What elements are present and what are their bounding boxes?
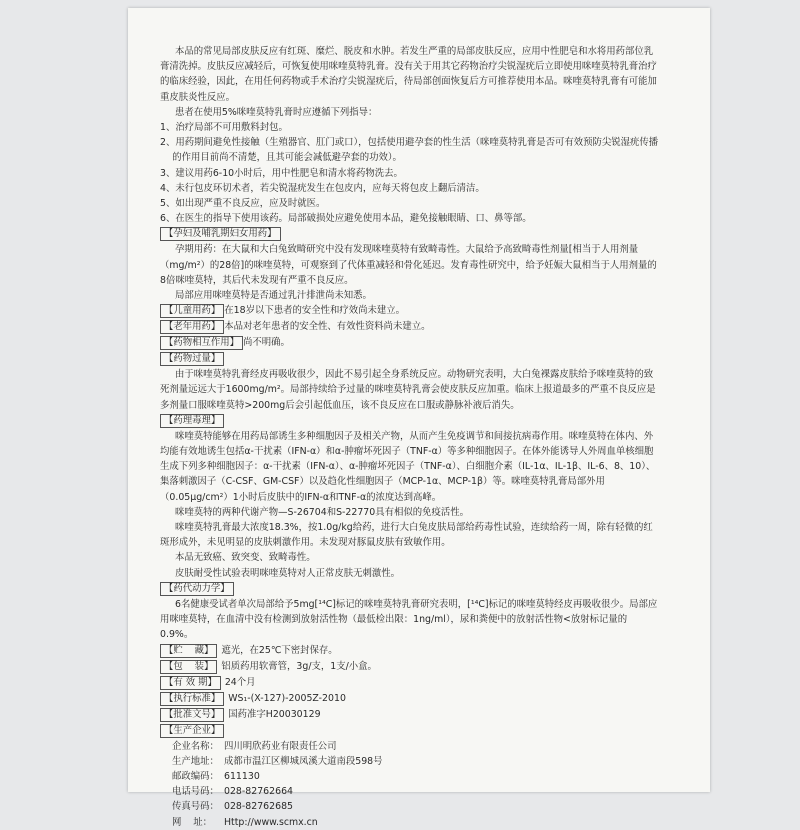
address-value: 成都市温江区柳城凤溪大道南段598号 <box>224 755 383 767</box>
standard-label: 【执行标准】 <box>160 692 224 706</box>
website-key: 网 址： <box>172 816 213 828</box>
phone-value: 028-82762664 <box>224 786 293 798</box>
guide-item: 6、在医生的指导下使用该药。局部破损处应避免使用本品，避免接触眼睛、口、鼻等部。 <box>160 213 532 225</box>
storage-value: 遮光，在25℃下密封保存。 <box>221 644 338 656</box>
guide-item: 5、如出现严重不良反应，应及时就医。 <box>160 198 326 210</box>
approval-label: 【批准文号】 <box>160 708 224 722</box>
guide-item: 2、用药期间避免性接触（生殖器官、肛门或口），包括使用避孕套的性生活（咪喹莫特乳膏是否可有效预防尖锐湿疣传播的作用目前尚不清楚，且其可能会减低避孕套的功效）。 <box>160 137 659 164</box>
company-name-value: 四川明欣药业有限责任公司 <box>224 740 337 752</box>
pharmacology-paragraph: 咪喹莫特乳膏最大浓度18.3%，按1.0g/kg给药，进行大白兔皮肤局部给药毒性试验，连续给药一周，除有轻微的红斑形成外，未见明显的皮肤刺激作用。未发现对豚鼠皮肤有致敏作用。 <box>160 522 653 549</box>
leaflet-content <box>160 44 660 830</box>
package-label: 【包 装】 <box>160 660 217 674</box>
pharmacokinetics-paragraph: 6名健康受试者单次局部给予5mg[¹⁴C]标记的咪喹莫特乳膏研究表明，[¹⁴C]标记的咪喹莫特经皮再吸收很少。局部应用咪喹莫特，在血清中没有检测到放射活性物（最低检出限：1ng/ml），尿和粪便中的放射活性物<放射标记量的0.9%。 <box>160 598 658 641</box>
pharmacology-paragraph: 咪喹莫特能够在用药局部诱生多种细胞因子及相关产物，从而产生免疫调节和间接抗病毒作用。咪喹莫特在体内、外均能有效地诱生包括α-干扰素（IFN-α）和α-肿瘤坏死因子（TNF-α）等多种细胞因子。在体外能诱导人外周血单核细胞生成下列多种细胞因子：α-干扰素（IFN-α）、α-肿瘤坏死因子（TNF-α）、白细胞介素（IL-1α、IL-1β、IL-6、8、10）、集落刺激因子（C-CSF、GM-CSF）以及趋化性细胞因子（MCP-1α、MCP-1β）等。咪喹莫特乳膏局部外用（0.05μg/cm²）1小时后皮肤中的IFN-α和TNF-α的浓度达到高峰。 <box>160 430 656 503</box>
website-value: Http://www.scmx.cn <box>224 816 318 828</box>
package-value: 铝质药用软膏管，3g/支，1支/小盒。 <box>221 660 377 672</box>
phone-key: 电话号码： <box>172 786 219 798</box>
zip-value: 611130 <box>224 770 260 782</box>
validity-label: 【有 效 期】 <box>160 676 221 690</box>
interactions-text: 尚不明确。 <box>243 337 290 349</box>
standard-row <box>160 691 660 707</box>
section-pharmacokinetics: 【药代动力学】 <box>160 582 234 596</box>
pregnancy-paragraph-2: 局部应用咪喹莫特是否通过乳汁排泄尚未知悉。 <box>175 290 372 302</box>
fax-value: 028-82762685 <box>224 801 293 813</box>
intro-paragraph: 本品的常见局部皮肤反应有红斑、糜烂、脱皮和水肿。若发生严重的局部皮肤反应，应用中性肥皂和水将用药部位乳膏清洗掉。皮肤反应减轻后，可恢复使用咪喹莫特乳膏。没有关于用其它药物治疗尖锐湿疣后立即使用咪喹莫特乳膏治疗的临床经验，因此，在用任何药物或手术治疗尖锐湿疣后，待局部创面恢复后方可推荐使用本品。咪喹莫特乳膏有可能加重皮肤炎性反应。 <box>160 46 657 103</box>
standard-value: WS₁-(X-127)-2005Z-2010 <box>228 692 346 704</box>
pharmacology-paragraph: 咪喹莫特的两种代谢产物—S-26704和S-22770具有相似的免疫活性。 <box>175 506 469 518</box>
guide-heading: 患者在使用5%咪喹莫特乳膏时应遵循下列指导： <box>175 106 378 118</box>
storage-row <box>160 643 660 659</box>
manufacturer-label: 【生产企业】 <box>160 724 224 738</box>
guide-item: 1、治疗局部不可用敷料封包。 <box>160 122 288 134</box>
section-elderly: 【老年用药】 <box>160 320 224 334</box>
approval-row <box>160 707 660 723</box>
manufacturer-block <box>160 739 660 830</box>
storage-label: 【贮 藏】 <box>160 644 217 658</box>
guide-item: 4、未行包皮环切术者，若尖锐湿疣发生在包皮内，应每天将包皮上翻后清洁。 <box>160 182 485 194</box>
address-key: 生产地址： <box>172 755 219 767</box>
section-pregnancy: 【孕妇及哺乳期妇女用药】 <box>160 227 281 241</box>
fax-key: 传真号码： <box>172 801 219 813</box>
approval-value: 国药准字H20030129 <box>228 708 321 720</box>
children-text: 在18岁以下患者的安全性和疗效尚未建立。 <box>224 305 405 317</box>
validity-value: 24个月 <box>224 676 256 688</box>
pharmacology-paragraph: 皮肤耐受性试验表明咪喹莫特对人正常皮肤无刺激性。 <box>175 567 401 579</box>
pregnancy-paragraph: 孕期用药：在大鼠和大白兔致畸研究中没有发现咪喹莫特有致畸毒性。大鼠给予高致畸毒性剂量[相当于人用剂量（mg/m²）的28倍]的咪喹莫特，可观察到了代体重减轻和骨化延迟。发育毒性研究中，给予妊娠大鼠相当于人用剂量的8倍咪喹莫特，其后代未发现有严重不良反应。 <box>160 244 657 286</box>
overdose-paragraph: 由于咪喹莫特乳膏经皮再吸收很少，因此不易引起全身系统反应。动物研究表明，大白兔裸露皮肤给予咪喹莫特的致死剂量远远大于1600mg/m²。局部持续给予过量的咪喹莫特乳膏会使皮肤反应加重。临床上报道最多的严重不良反应是多剂量口服咪喹莫特>200mg后会引起低血压，该不良反应在口服或静脉补液后消失。 <box>160 369 656 411</box>
manufacturer-row <box>160 723 660 739</box>
section-overdose: 【药物过量】 <box>160 352 224 366</box>
section-children: 【儿童用药】 <box>160 304 224 318</box>
zip-key: 邮政编码： <box>172 770 219 782</box>
elderly-text: 本品对老年患者的安全性、有效性资料尚未建立。 <box>224 321 431 333</box>
pharmacology-paragraph: 本品无致癌、致突变、致畸毒性。 <box>175 552 316 564</box>
guide-item: 3、建议用药6-10小时后，用中性肥皂和清水将药物洗去。 <box>160 167 403 179</box>
company-name-key: 企业名称： <box>172 740 219 752</box>
section-interactions: 【药物相互作用】 <box>160 336 243 350</box>
section-pharmacology: 【药理毒理】 <box>160 414 224 428</box>
validity-row <box>160 675 660 691</box>
package-row <box>160 659 660 675</box>
